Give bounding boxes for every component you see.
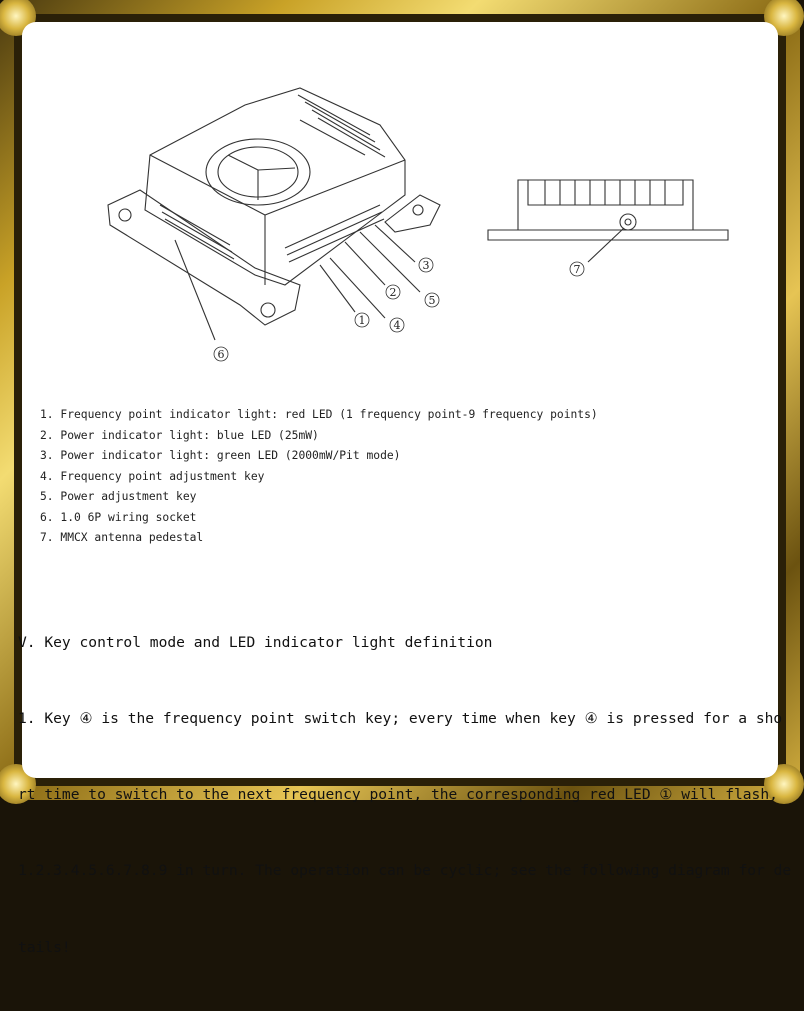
component-legend: [40, 405, 598, 549]
legend-item: 1. Frequency point indicator light: red LED (1 frequency point-9 frequency points): [40, 408, 598, 421]
legend-item: 7. MMCX antenna pedestal: [40, 531, 204, 544]
callout-1: [355, 313, 369, 327]
svg-text:1: 1: [358, 314, 366, 327]
legend-item: 4. Frequency point adjustment key: [40, 469, 265, 483]
svg-text:5: 5: [428, 294, 436, 307]
device-diagram: [22, 22, 778, 402]
legend-item: 5. Power adjustment key: [40, 490, 197, 503]
callout-7: [570, 262, 584, 276]
svg-text:2: 2: [389, 286, 397, 299]
svg-text:4: 4: [393, 319, 401, 332]
legend-item: 6. 1.0 6P wiring socket: [40, 510, 197, 524]
section-line: tails!: [18, 938, 71, 956]
legend-item: 3. Power indicator light: green LED (2000mW/Pit mode): [40, 449, 401, 462]
vtx-side-view-drawing: [488, 180, 728, 262]
callout-5: [425, 293, 439, 307]
callout-4: [390, 318, 404, 332]
svg-text:6: 6: [217, 348, 225, 361]
svg-text:7: 7: [573, 263, 581, 276]
svg-text:3: 3: [422, 259, 430, 272]
section-line: 1.2.3.4.5.6.7.8.9 in turn. The operation can be cyclic; see the following diagram for de: [18, 862, 792, 880]
section-line: 1. Key ④ is the frequency point switch key; every time when key ④ is pressed for a sho: [18, 710, 783, 728]
legend-item: 2. Power indicator light: blue LED (25mW): [40, 428, 319, 442]
callout-6: [214, 347, 228, 361]
vtx-module-drawing: [108, 88, 440, 340]
key-control-section: [18, 579, 792, 1011]
section-line: rt time to switch to the next frequency point, the corresponding red LED ① will flash,: [18, 786, 778, 804]
document-page: [18, 22, 792, 956]
callout-3: [419, 258, 433, 272]
section-heading: V. Key control mode and LED indicator light definition: [18, 633, 493, 651]
callout-2: [386, 285, 400, 299]
